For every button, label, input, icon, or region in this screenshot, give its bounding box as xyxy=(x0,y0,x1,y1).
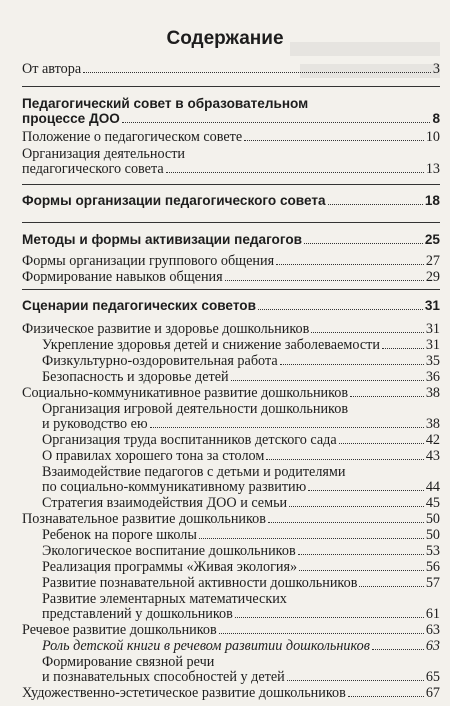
toc-page-number: 27 xyxy=(425,253,440,269)
dot-leader xyxy=(328,204,423,205)
toc-entry[interactable] xyxy=(22,96,440,126)
section-divider xyxy=(22,86,440,87)
toc-entry-title: Стратегия взаимодействия ДОО и семьи xyxy=(42,495,288,511)
dot-leader xyxy=(199,538,424,539)
toc-entry-title: педагогического совета xyxy=(22,161,164,177)
toc-entry-title-line: Взаимодействие педагогов с детьми и родителями xyxy=(42,464,346,480)
dot-leader xyxy=(235,617,424,618)
toc-entry[interactable] xyxy=(42,560,440,575)
dot-leader xyxy=(339,443,424,444)
toc-page-number: 31 xyxy=(424,298,440,313)
toc-page-number: 8 xyxy=(432,111,440,126)
toc-page-number: 67 xyxy=(425,685,440,701)
dot-leader xyxy=(231,380,424,381)
dot-leader xyxy=(244,140,424,141)
dot-leader xyxy=(308,490,424,491)
toc-entry-title: Положение о педагогическом совете xyxy=(22,129,243,145)
toc-entry[interactable] xyxy=(22,130,440,145)
toc-entry-title: Методы и формы активизации педагогов xyxy=(22,232,303,247)
dot-leader xyxy=(348,696,424,697)
toc-page-number: 61 xyxy=(425,606,440,622)
toc-page-number: 50 xyxy=(425,527,440,543)
toc-page-number: 3 xyxy=(432,61,440,77)
toc-entry[interactable] xyxy=(42,576,440,591)
toc-entry[interactable] xyxy=(42,449,440,464)
toc-entry-title: Формирование навыков общения xyxy=(22,269,223,285)
toc-entry-title: Физическое развитие и здоровье дошкольников xyxy=(22,321,310,337)
toc-entry[interactable] xyxy=(42,655,440,685)
toc-page-number: 10 xyxy=(425,129,440,145)
toc-entry-title: процессе ДОО xyxy=(22,111,120,126)
toc-entry-title: От автора xyxy=(22,61,82,77)
toc-entry-title: Речевое развитие дошкольников xyxy=(22,622,217,638)
toc-entry[interactable] xyxy=(22,386,440,401)
toc-page-number: 31 xyxy=(425,337,440,353)
toc-page-number: 50 xyxy=(425,511,440,527)
toc-entry-title: Формы организации педагогического совета xyxy=(22,193,326,208)
toc-entry-title: Реализация программы «Живая экология» xyxy=(42,559,298,575)
toc-entry[interactable] xyxy=(22,232,440,247)
toc-entry-title-line: Развитие элементарных математических xyxy=(42,591,287,607)
toc-page-number: 25 xyxy=(424,232,440,247)
toc-entry[interactable] xyxy=(42,370,440,385)
toc-entry-title: и познавательных способностей у детей xyxy=(42,669,285,685)
toc-page-number: 29 xyxy=(425,269,440,285)
toc-entry[interactable] xyxy=(42,528,440,543)
toc-page-number: 13 xyxy=(425,161,440,177)
dot-leader xyxy=(225,280,424,281)
dot-leader xyxy=(266,459,423,460)
dot-leader xyxy=(350,396,424,397)
toc-page-number: 18 xyxy=(424,193,440,208)
toc-page-number: 56 xyxy=(425,559,440,575)
toc-entry[interactable] xyxy=(22,322,440,337)
toc-entry[interactable] xyxy=(42,338,440,353)
dot-leader xyxy=(304,243,423,244)
dot-leader xyxy=(150,427,424,428)
toc-entry-title: по социально-коммуникативному развитию xyxy=(42,479,307,495)
section-divider xyxy=(22,289,440,290)
dot-leader xyxy=(83,72,431,73)
toc-entry[interactable] xyxy=(22,147,440,177)
toc-entry-title: и руководство ею xyxy=(42,416,148,432)
toc-entry-title-line: Организация деятельности xyxy=(22,146,186,162)
toc-page-number: 42 xyxy=(425,432,440,448)
toc-page-number: 36 xyxy=(425,369,440,385)
dot-leader xyxy=(311,332,424,333)
toc-page-number: 31 xyxy=(425,321,440,337)
toc-entry-title: Развитие познавательной активности дошкольников xyxy=(42,575,358,591)
toc-entry-title: Формы организации группового общения xyxy=(22,253,275,269)
dot-leader xyxy=(280,364,424,365)
toc-entry-title: представлений у дошкольников xyxy=(42,606,233,622)
dot-leader xyxy=(298,554,424,555)
toc-page-number: 57 xyxy=(425,575,440,591)
toc-entry[interactable] xyxy=(42,402,440,432)
toc-entry-title-line: Организация игровой деятельности дошкольников xyxy=(42,401,349,417)
toc-entry[interactable] xyxy=(42,465,440,495)
toc-page-number: 38 xyxy=(425,416,440,432)
toc-entry[interactable] xyxy=(42,433,440,448)
dot-leader xyxy=(166,172,424,173)
toc-entry[interactable] xyxy=(42,639,440,654)
toc-page-number: 63 xyxy=(425,638,440,654)
toc-entry[interactable] xyxy=(42,354,440,369)
toc-entry[interactable] xyxy=(42,496,440,511)
toc-entry-title-line: Педагогический совет в образовательном xyxy=(22,96,309,111)
dot-leader xyxy=(287,680,424,681)
toc-entry-title: О правилах хорошего тона за столом xyxy=(42,448,265,464)
dot-leader xyxy=(382,348,424,349)
toc-entry[interactable] xyxy=(22,686,440,701)
dot-leader xyxy=(289,506,424,507)
dot-leader xyxy=(359,586,423,587)
dot-leader xyxy=(122,122,431,123)
toc-page-number: 45 xyxy=(425,495,440,511)
dot-leader xyxy=(219,633,424,634)
toc-entry-title: Познавательное развитие дошкольников xyxy=(22,511,266,527)
toc-entry-title: Ребенок на пороге школы xyxy=(42,527,197,543)
toc-entry[interactable] xyxy=(22,298,440,313)
toc-entry-title: Организация труда воспитанников детского сада xyxy=(42,432,337,448)
toc-entry-title: Укрепление здоровья детей и снижение заболеваемости xyxy=(42,337,380,353)
toc-entry-title: Безопасность и здоровье детей xyxy=(42,369,229,385)
toc-entry-title: Физкультурно-оздоровительная работа xyxy=(42,353,278,369)
dot-leader xyxy=(276,264,424,265)
toc-page-number: 44 xyxy=(425,479,440,495)
toc-page-number: 43 xyxy=(425,448,440,464)
toc-entry[interactable] xyxy=(22,623,440,638)
toc-entry[interactable] xyxy=(22,193,440,208)
toc-entry[interactable] xyxy=(22,254,440,269)
toc-page-number: 38 xyxy=(425,385,440,401)
toc-entry[interactable] xyxy=(42,544,440,559)
page-title: Содержание xyxy=(166,28,284,49)
toc-entry-title: Роль детской книги в речевом развитии дошкольников xyxy=(42,638,370,654)
toc-entry-title: Сценарии педагогических советов xyxy=(22,298,256,313)
toc-entry-title: Художественно-эстетическое развитие дошкольников xyxy=(22,685,346,701)
toc-entry[interactable] xyxy=(42,592,440,622)
toc-entry[interactable] xyxy=(22,62,440,77)
toc-entry-title: Экологическое воспитание дошкольников xyxy=(42,543,296,559)
toc-entry[interactable] xyxy=(22,270,440,285)
toc-page-number: 35 xyxy=(425,353,440,369)
toc-page-number: 53 xyxy=(425,543,440,559)
toc-page-number: 63 xyxy=(425,622,440,638)
section-divider xyxy=(22,184,440,185)
toc-entry-title-line: Формирование связной речи xyxy=(42,654,215,670)
dot-leader xyxy=(372,649,424,650)
dot-leader xyxy=(299,570,424,571)
toc-page-number: 65 xyxy=(425,669,440,685)
dot-leader xyxy=(268,522,424,523)
toc-entry-title: Социально-коммуникативное развитие дошкольников xyxy=(22,385,349,401)
toc-entry[interactable] xyxy=(22,512,440,527)
section-divider xyxy=(22,222,440,223)
dot-leader xyxy=(258,309,423,310)
